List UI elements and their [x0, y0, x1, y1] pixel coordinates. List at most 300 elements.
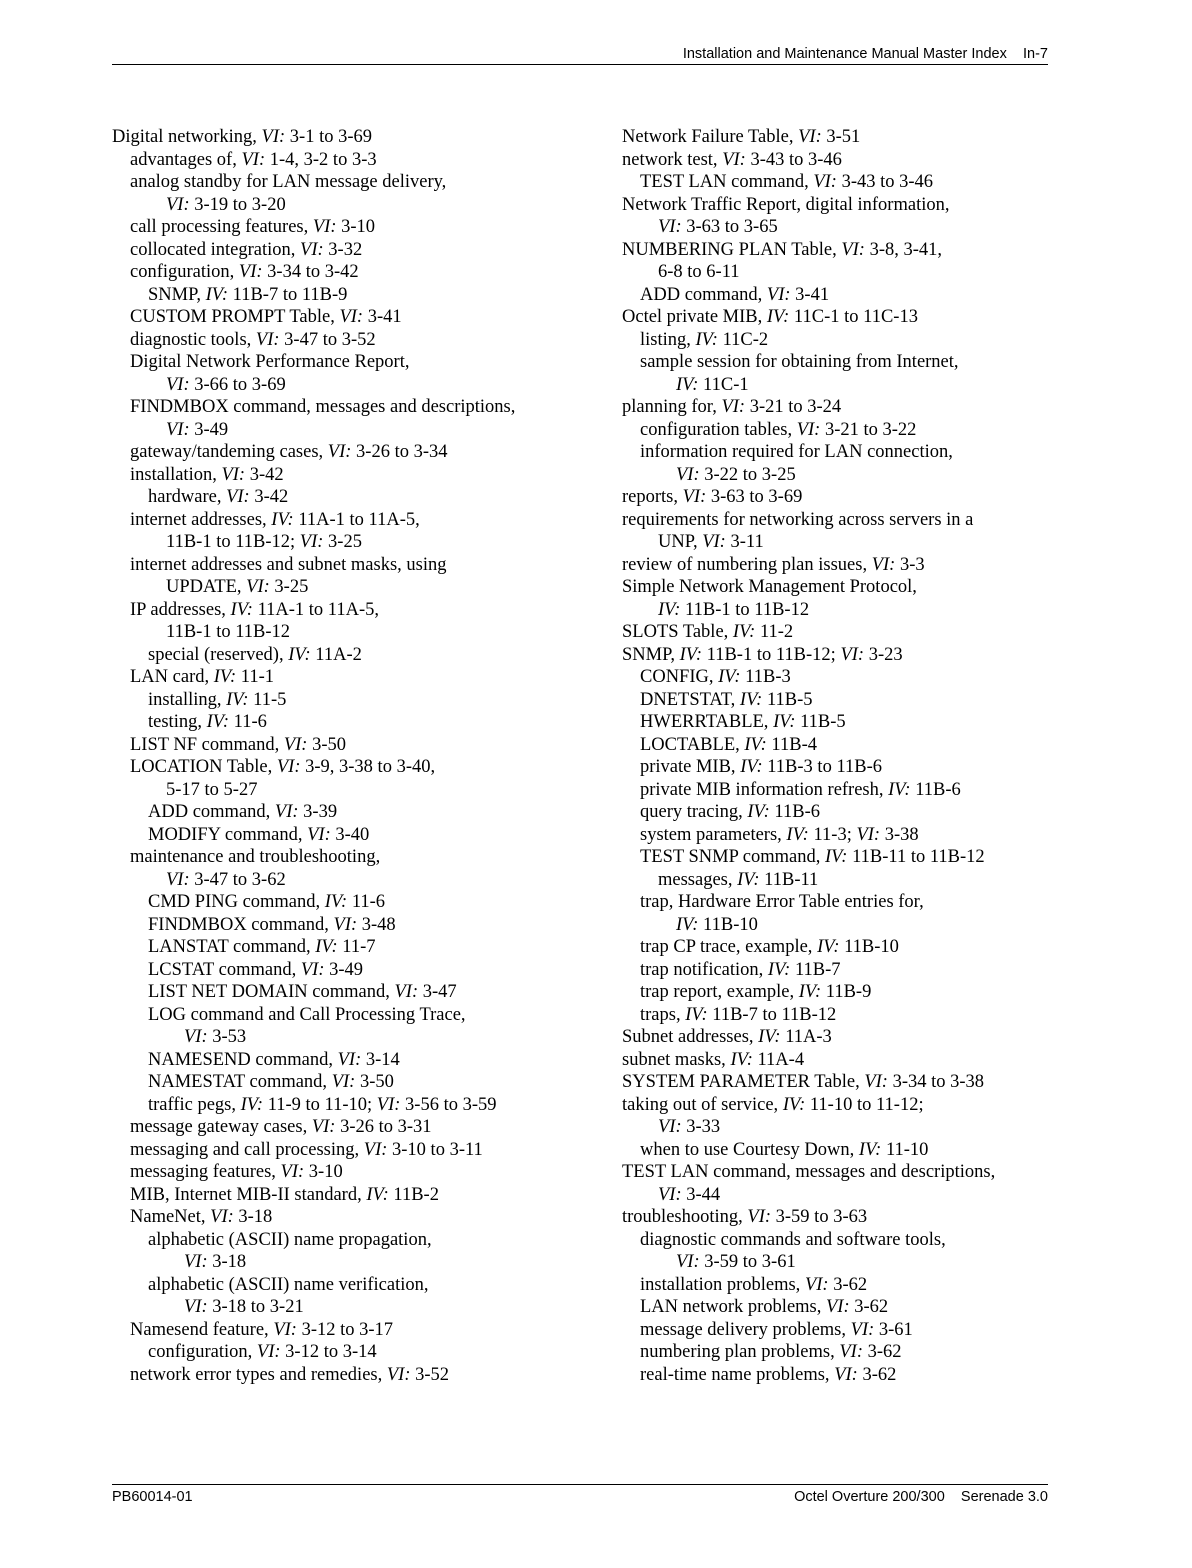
index-entry — [112, 216, 592, 239]
page-ref: 3-19 to 3-20 — [189, 194, 286, 215]
entry-term: SNMP, — [148, 284, 206, 305]
index-entry — [112, 306, 592, 329]
index-entry — [112, 1319, 592, 1342]
index-entry — [622, 1184, 1062, 1207]
entry-term: CUSTOM PROMPT Table, — [130, 307, 340, 327]
entry-term: real-time name problems, — [640, 1364, 835, 1385]
entry-term: UPDATE, — [166, 577, 247, 597]
entry-term: SLOTS Table, — [622, 622, 733, 642]
entry-term: LOG command and Call Processing Trace, — [148, 1004, 466, 1025]
page-ref: 3-47 — [418, 982, 457, 1002]
page-ref: 3-41 — [790, 284, 830, 305]
entry-term: internet addresses, — [130, 509, 272, 530]
index-entry — [112, 396, 592, 419]
index-entry — [622, 689, 1062, 712]
index-entry — [112, 914, 592, 937]
volume-ref: VI: — [238, 262, 263, 282]
entry-term: private MIB information refresh, — [640, 779, 889, 800]
release-name: Serenade 3.0 — [960, 1489, 1048, 1505]
page-ref: 3-49 — [324, 959, 364, 980]
index-entry — [112, 824, 592, 847]
volume-ref: VI: — [856, 824, 881, 845]
page-ref: 3-61 — [874, 1319, 913, 1340]
index-entry — [622, 1071, 1062, 1094]
page-ref: 11B-3 — [740, 667, 791, 687]
page-ref: 11-1 — [236, 667, 275, 687]
index-entry — [622, 599, 1062, 622]
volume-ref: VI: — [864, 1072, 888, 1092]
entry-term: hardware, — [148, 487, 227, 507]
volume-ref: VI: — [676, 464, 700, 485]
entry-term: planning for, — [622, 397, 722, 417]
volume-ref: VI: — [312, 217, 337, 237]
volume-ref: VI: — [721, 397, 746, 417]
page-ref: 3-25 — [269, 577, 309, 597]
entry-term: when to use Courtesy Down, — [640, 1139, 859, 1160]
index-entry — [622, 824, 1062, 847]
page-ref: 1-4, 3-2 to 3-3 — [265, 149, 377, 170]
index-entry — [112, 1139, 592, 1162]
index-entry — [112, 846, 592, 869]
index-entry — [112, 891, 592, 914]
entry-term: messaging and call processing, — [130, 1139, 364, 1160]
page-ref: 11-6 — [229, 712, 267, 732]
volume-ref: VI: — [840, 644, 865, 665]
volume-ref: IV: — [679, 644, 703, 665]
page-ref: 11B-10 — [698, 914, 758, 935]
index-entry — [622, 1139, 1062, 1162]
index-entry — [622, 464, 1062, 487]
index-entry — [622, 1319, 1062, 1342]
entry-term: NUMBERING PLAN Table, — [622, 239, 842, 260]
volume-ref: VI: — [676, 1252, 700, 1272]
volume-ref: VI: — [841, 239, 865, 260]
page-ref: 3-21 to 3-22 — [820, 419, 917, 440]
page-number: In-7 — [1023, 46, 1048, 62]
volume-ref: VI: — [307, 824, 331, 845]
volume-ref: IV: — [888, 779, 911, 800]
volume-ref: VI: — [276, 757, 301, 777]
index-column-right — [622, 126, 1062, 1386]
index-entry — [112, 599, 592, 622]
volume-ref: IV: — [676, 374, 699, 395]
volume-ref: VI: — [747, 1207, 772, 1227]
index-entry — [112, 419, 592, 442]
volume-ref: IV: — [786, 824, 809, 845]
volume-ref: VI: — [166, 419, 190, 440]
index-entry — [112, 576, 592, 599]
page-ref: 3-48 — [357, 914, 396, 935]
page-ref: 11B-2 — [388, 1184, 439, 1205]
entry-term: MIB, Internet MIB-II standard, — [130, 1184, 367, 1205]
page-ref: 3-34 to 3-38 — [887, 1072, 985, 1092]
index-entry — [622, 779, 1062, 802]
page-ref: 3-8, 3-41, — [864, 239, 943, 260]
volume-ref: VI: — [184, 1027, 208, 1047]
entry-term: numbering plan problems, — [640, 1342, 840, 1362]
index-entry — [622, 1364, 1062, 1387]
entry-term: troubleshooting, — [622, 1207, 748, 1227]
volume-ref: VI: — [273, 1319, 297, 1340]
volume-ref: VI: — [256, 1342, 281, 1362]
entry-term: LAN card, — [130, 667, 214, 687]
entry-term: message gateway cases, — [130, 1117, 312, 1137]
page-ref: 3-47 to 3-52 — [279, 329, 376, 350]
entry-term: 6-8 to 6-11 — [658, 262, 740, 282]
entry-term: Namesend feature, — [130, 1319, 274, 1340]
page-ref: 3-62 — [862, 1342, 902, 1362]
volume-ref: VI: — [826, 1297, 850, 1317]
index-entry — [622, 194, 1062, 217]
volume-ref: VI: — [261, 127, 286, 147]
volume-ref: VI: — [166, 869, 190, 890]
page-ref: 3-3 — [895, 554, 925, 575]
entry-term: information required for LAN connection, — [640, 442, 953, 462]
index-entry — [622, 149, 1062, 172]
volume-ref: IV: — [205, 284, 229, 305]
page-ref: 3-1 to 3-69 — [285, 127, 372, 147]
index-entry — [622, 531, 1062, 554]
page-ref: 3-62 — [849, 1297, 889, 1317]
volume-ref: VI: — [813, 172, 837, 192]
page-ref: 3-9, 3-38 to 3-40, — [300, 757, 436, 777]
entry-term: trap report, example, — [640, 982, 799, 1002]
page-ref: 3-41 — [363, 307, 402, 327]
product-release — [794, 1489, 1048, 1505]
entry-term: configuration tables, — [640, 419, 797, 440]
page-ref: 11-7 — [337, 937, 376, 957]
page-ref: 3-12 to 3-17 — [296, 1319, 394, 1340]
page-ref: 3-49 — [189, 419, 229, 440]
index-entry — [622, 486, 1062, 509]
entry-term: query tracing, — [640, 802, 748, 822]
index-entry — [112, 1364, 592, 1387]
page-ref: 3-42 — [249, 487, 289, 507]
index-entry — [622, 734, 1062, 757]
entry-term: messaging features, — [130, 1162, 281, 1182]
page-ref: 11-2 — [755, 622, 794, 642]
volume-ref: IV: — [695, 329, 718, 350]
entry-term: Network Traffic Report, digital information, — [622, 194, 950, 215]
volume-ref: IV: — [676, 914, 699, 935]
index-entry — [112, 936, 592, 959]
index-entry — [622, 1296, 1062, 1319]
index-entry — [622, 1004, 1062, 1027]
volume-ref: VI: — [331, 1072, 356, 1092]
volume-ref: VI: — [658, 217, 682, 237]
index-entry — [112, 239, 592, 262]
page-ref: 3-47 to 3-62 — [189, 869, 286, 890]
index-entry — [112, 801, 592, 824]
volume-ref: VI: — [363, 1139, 388, 1160]
page-ref: 11A-4 — [752, 1049, 805, 1070]
entry-term: LCSTAT command, — [148, 959, 301, 980]
volume-ref: IV: — [858, 1139, 882, 1160]
index-entry — [112, 171, 592, 194]
page-ref: 11A-1 to 11A-5, — [252, 599, 380, 620]
entry-term: listing, — [640, 329, 696, 350]
volume-ref: IV: — [782, 1094, 806, 1115]
page-ref: 11B-7 to 11B-12 — [707, 1004, 837, 1025]
page-ref: 3-18 — [233, 1207, 273, 1227]
entry-term: taking out of service, — [622, 1094, 783, 1115]
index-entry — [622, 1229, 1062, 1252]
volume-ref: IV: — [747, 802, 770, 822]
volume-ref: VI: — [299, 532, 324, 552]
index-entry — [622, 869, 1062, 892]
page-ref: 3-10 — [336, 217, 376, 237]
index-entry — [112, 756, 592, 779]
index-entry — [622, 576, 1062, 599]
entry-term: advantages of, — [130, 149, 242, 170]
entry-term: special (reserved), — [148, 644, 289, 665]
index-entry — [622, 419, 1062, 442]
index-entry — [622, 329, 1062, 352]
index-entry — [112, 441, 592, 464]
entry-term: alphabetic (ASCII) name verification, — [148, 1274, 429, 1295]
index-entry — [622, 959, 1062, 982]
entry-term: testing, — [148, 712, 207, 732]
volume-ref: VI: — [682, 487, 707, 507]
volume-ref: VI: — [333, 914, 358, 935]
entry-term: diagnostic commands and software tools, — [640, 1229, 946, 1250]
index-entry — [112, 666, 592, 689]
volume-ref: IV: — [737, 869, 760, 890]
entry-term: sample session for obtaining from Internet, — [640, 352, 959, 372]
volume-ref: IV: — [730, 1049, 753, 1070]
page-ref: 3-33 — [681, 1117, 721, 1137]
page-ref: 11B-10 — [839, 937, 899, 957]
entry-term: TEST SNMP command, — [640, 847, 826, 867]
volume-ref: VI: — [337, 1049, 362, 1070]
page-ref: 3-10 to 3-11 — [387, 1139, 483, 1160]
index-entry — [622, 644, 1062, 667]
page-ref: 11-6 — [347, 892, 386, 912]
entry-term: UNP, — [658, 532, 703, 552]
page-ref: 3-32 — [323, 239, 363, 260]
volume-ref: VI: — [658, 1184, 682, 1205]
index-entry — [622, 666, 1062, 689]
entry-term: network error types and remedies, — [130, 1364, 387, 1385]
entry-term: CMD PING command, — [148, 892, 325, 912]
volume-ref: IV: — [773, 712, 796, 732]
entry-term: LIST NET DOMAIN command, — [148, 982, 395, 1002]
entry-term: Octel private MIB, — [622, 307, 767, 327]
entry-term: FINDMBOX command, messages and descriptions, — [130, 397, 516, 417]
volume-ref: VI: — [166, 374, 190, 395]
entry-term: trap notification, — [640, 959, 768, 980]
entry-term: HWERRTABLE, — [640, 712, 774, 732]
volume-ref: VI: — [658, 1117, 682, 1137]
page-ref: 3-63 to 3-69 — [706, 487, 803, 507]
entry-term: IP addresses, — [130, 599, 231, 620]
entry-term: 11B-1 to 11B-12; — [166, 532, 300, 552]
entry-term: SYSTEM PARAMETER Table, — [622, 1072, 865, 1092]
volume-ref: IV: — [758, 1027, 781, 1047]
index-entry — [112, 1049, 592, 1072]
index-entry — [622, 1251, 1062, 1274]
index-entry — [112, 149, 592, 172]
index-entry — [622, 981, 1062, 1004]
page-ref: 3-21 to 3-24 — [745, 397, 842, 417]
page-ref: 3-51 — [821, 127, 861, 147]
volume-ref: IV: — [817, 937, 840, 957]
page-ref: 11B-9 — [821, 982, 872, 1002]
manual-title: Installation and Maintenance Manual Master Index — [682, 46, 1007, 62]
entry-term: configuration, — [130, 262, 239, 282]
page-ref: 11B-5 — [762, 689, 813, 710]
index-entry — [112, 531, 592, 554]
index-entry — [112, 1004, 592, 1027]
index-entry — [622, 756, 1062, 779]
index-entry — [112, 644, 592, 667]
page-ref: 3-23 — [864, 644, 903, 665]
header-text — [683, 46, 1048, 62]
entry-term: traffic pegs, — [148, 1094, 241, 1115]
volume-ref: IV: — [366, 1184, 389, 1205]
page-ref: 11B-7 to 11B-9 — [228, 284, 348, 305]
index-entry — [622, 441, 1062, 464]
entry-term: messages, — [658, 869, 738, 890]
volume-ref: VI: — [184, 1252, 208, 1272]
entry-term: NAMESTAT command, — [148, 1072, 332, 1092]
index-entry — [622, 621, 1062, 644]
volume-ref: VI: — [850, 1319, 875, 1340]
entry-term: Subnet addresses, — [622, 1027, 759, 1047]
page-ref: 11C-1 — [698, 374, 749, 395]
volume-ref: IV: — [226, 689, 249, 710]
page-ref: 3-43 to 3-46 — [836, 172, 934, 192]
page-ref: 11-10 — [881, 1139, 929, 1160]
page-ref: 3-11 — [725, 532, 764, 552]
index-entry — [622, 306, 1062, 329]
index-entry — [112, 1116, 592, 1139]
page-ref: 3-14 — [361, 1049, 400, 1070]
volume-ref: VI: — [327, 442, 352, 462]
entry-term: review of numbering plan issues, — [622, 554, 872, 575]
volume-ref: VI: — [166, 194, 190, 215]
volume-ref: VI: — [300, 239, 324, 260]
page-ref: 11B-7 — [790, 959, 841, 980]
index-entry — [112, 981, 592, 1004]
entry-term: FINDMBOX command, — [148, 914, 334, 935]
index-entry — [112, 509, 592, 532]
index-entry — [112, 1094, 592, 1117]
entry-term: CONFIG, — [640, 667, 719, 687]
volume-ref: IV: — [766, 307, 790, 327]
page-ref: 11B-1 to 11B-12 — [680, 599, 810, 620]
page-ref: 11B-6 — [769, 802, 820, 822]
page-ref: 3-44 — [681, 1184, 721, 1205]
entry-term: alphabetic (ASCII) name propagation, — [148, 1229, 432, 1250]
page-ref: 11B-5 — [795, 712, 846, 732]
entry-term: trap CP trace, example, — [640, 937, 818, 957]
entry-term: SNMP, — [622, 644, 680, 665]
index-entry — [112, 464, 592, 487]
entry-term: call processing features, — [130, 217, 313, 237]
entry-term: trap, Hardware Error Table entries for, — [640, 892, 924, 912]
entry-term: TEST LAN command, messages and descriptions, — [622, 1162, 996, 1182]
volume-ref: VI: — [226, 487, 250, 507]
volume-ref: VI: — [283, 734, 308, 755]
entry-term: subnet masks, — [622, 1049, 731, 1070]
entry-term: MODIFY command, — [148, 824, 308, 845]
page-ref: 3-10 — [304, 1162, 343, 1182]
volume-ref: IV: — [685, 1004, 708, 1025]
index-entry — [112, 1251, 592, 1274]
entry-term: configuration, — [148, 1342, 257, 1362]
page-ref: 11B-6 — [910, 779, 961, 800]
index-entry — [112, 351, 592, 374]
entry-term: traps, — [640, 1004, 686, 1025]
index-entry — [622, 1161, 1062, 1184]
index-entry — [112, 1296, 592, 1319]
index-entry — [622, 1049, 1062, 1072]
index-entry — [112, 1341, 592, 1364]
entry-term: DNETSTAT, — [640, 689, 740, 710]
page-ref: 3-62 — [828, 1274, 868, 1295]
index-column-left — [112, 126, 592, 1386]
index-entry — [622, 239, 1062, 262]
entry-term: Digital networking, — [112, 127, 262, 147]
index-entry — [112, 486, 592, 509]
entry-term: LOCTABLE, — [640, 734, 745, 755]
entry-term: ADD command, — [148, 802, 275, 822]
index-entry — [112, 194, 592, 217]
page-ref: 11C-2 — [717, 329, 769, 350]
volume-ref: IV: — [271, 509, 294, 530]
index-entry — [622, 171, 1062, 194]
index-entry — [622, 891, 1062, 914]
entry-term: 5-17 to 5-27 — [166, 779, 258, 800]
index-entry — [112, 1161, 592, 1184]
index-entry — [112, 1026, 592, 1049]
page-ref: 3-40 — [330, 824, 370, 845]
volume-ref: VI: — [184, 1297, 208, 1317]
volume-ref: VI: — [834, 1364, 858, 1385]
page-ref: 3-52 — [410, 1364, 450, 1385]
index-entry — [622, 351, 1062, 374]
page-ref: 11A-2 — [310, 644, 362, 665]
entry-term: internet addresses and subnet masks, using — [130, 554, 447, 575]
entry-term: LOCATION Table, — [130, 757, 277, 777]
index-entry — [622, 284, 1062, 307]
volume-ref: IV: — [324, 892, 348, 912]
volume-ref: VI: — [339, 307, 364, 327]
entry-term: system parameters, — [640, 824, 787, 845]
header-rule — [112, 64, 1048, 65]
volume-ref: VI: — [394, 982, 419, 1002]
volume-ref: IV: — [213, 667, 237, 687]
index-entry — [622, 846, 1062, 869]
page-ref: 11B-3 to 11B-6 — [762, 757, 883, 777]
volume-ref: VI: — [804, 1274, 829, 1295]
index-entry — [622, 1094, 1062, 1117]
volume-ref: VI: — [280, 1162, 305, 1182]
volume-ref: IV: — [315, 937, 338, 957]
page-ref: 11B-4 — [766, 734, 817, 755]
entry-term: diagnostic tools, — [130, 329, 256, 350]
volume-ref: VI: — [386, 1364, 411, 1385]
index-entry — [622, 261, 1062, 284]
index-entry — [112, 126, 592, 149]
entry-term: requirements for networking across servers in a — [622, 509, 974, 530]
page-ref: 3-18 — [207, 1252, 247, 1272]
page-ref: 3-12 to 3-14 — [280, 1342, 377, 1362]
entry-term: LIST NF command, — [130, 734, 284, 755]
index-entry — [112, 1071, 592, 1094]
index-entry — [622, 914, 1062, 937]
